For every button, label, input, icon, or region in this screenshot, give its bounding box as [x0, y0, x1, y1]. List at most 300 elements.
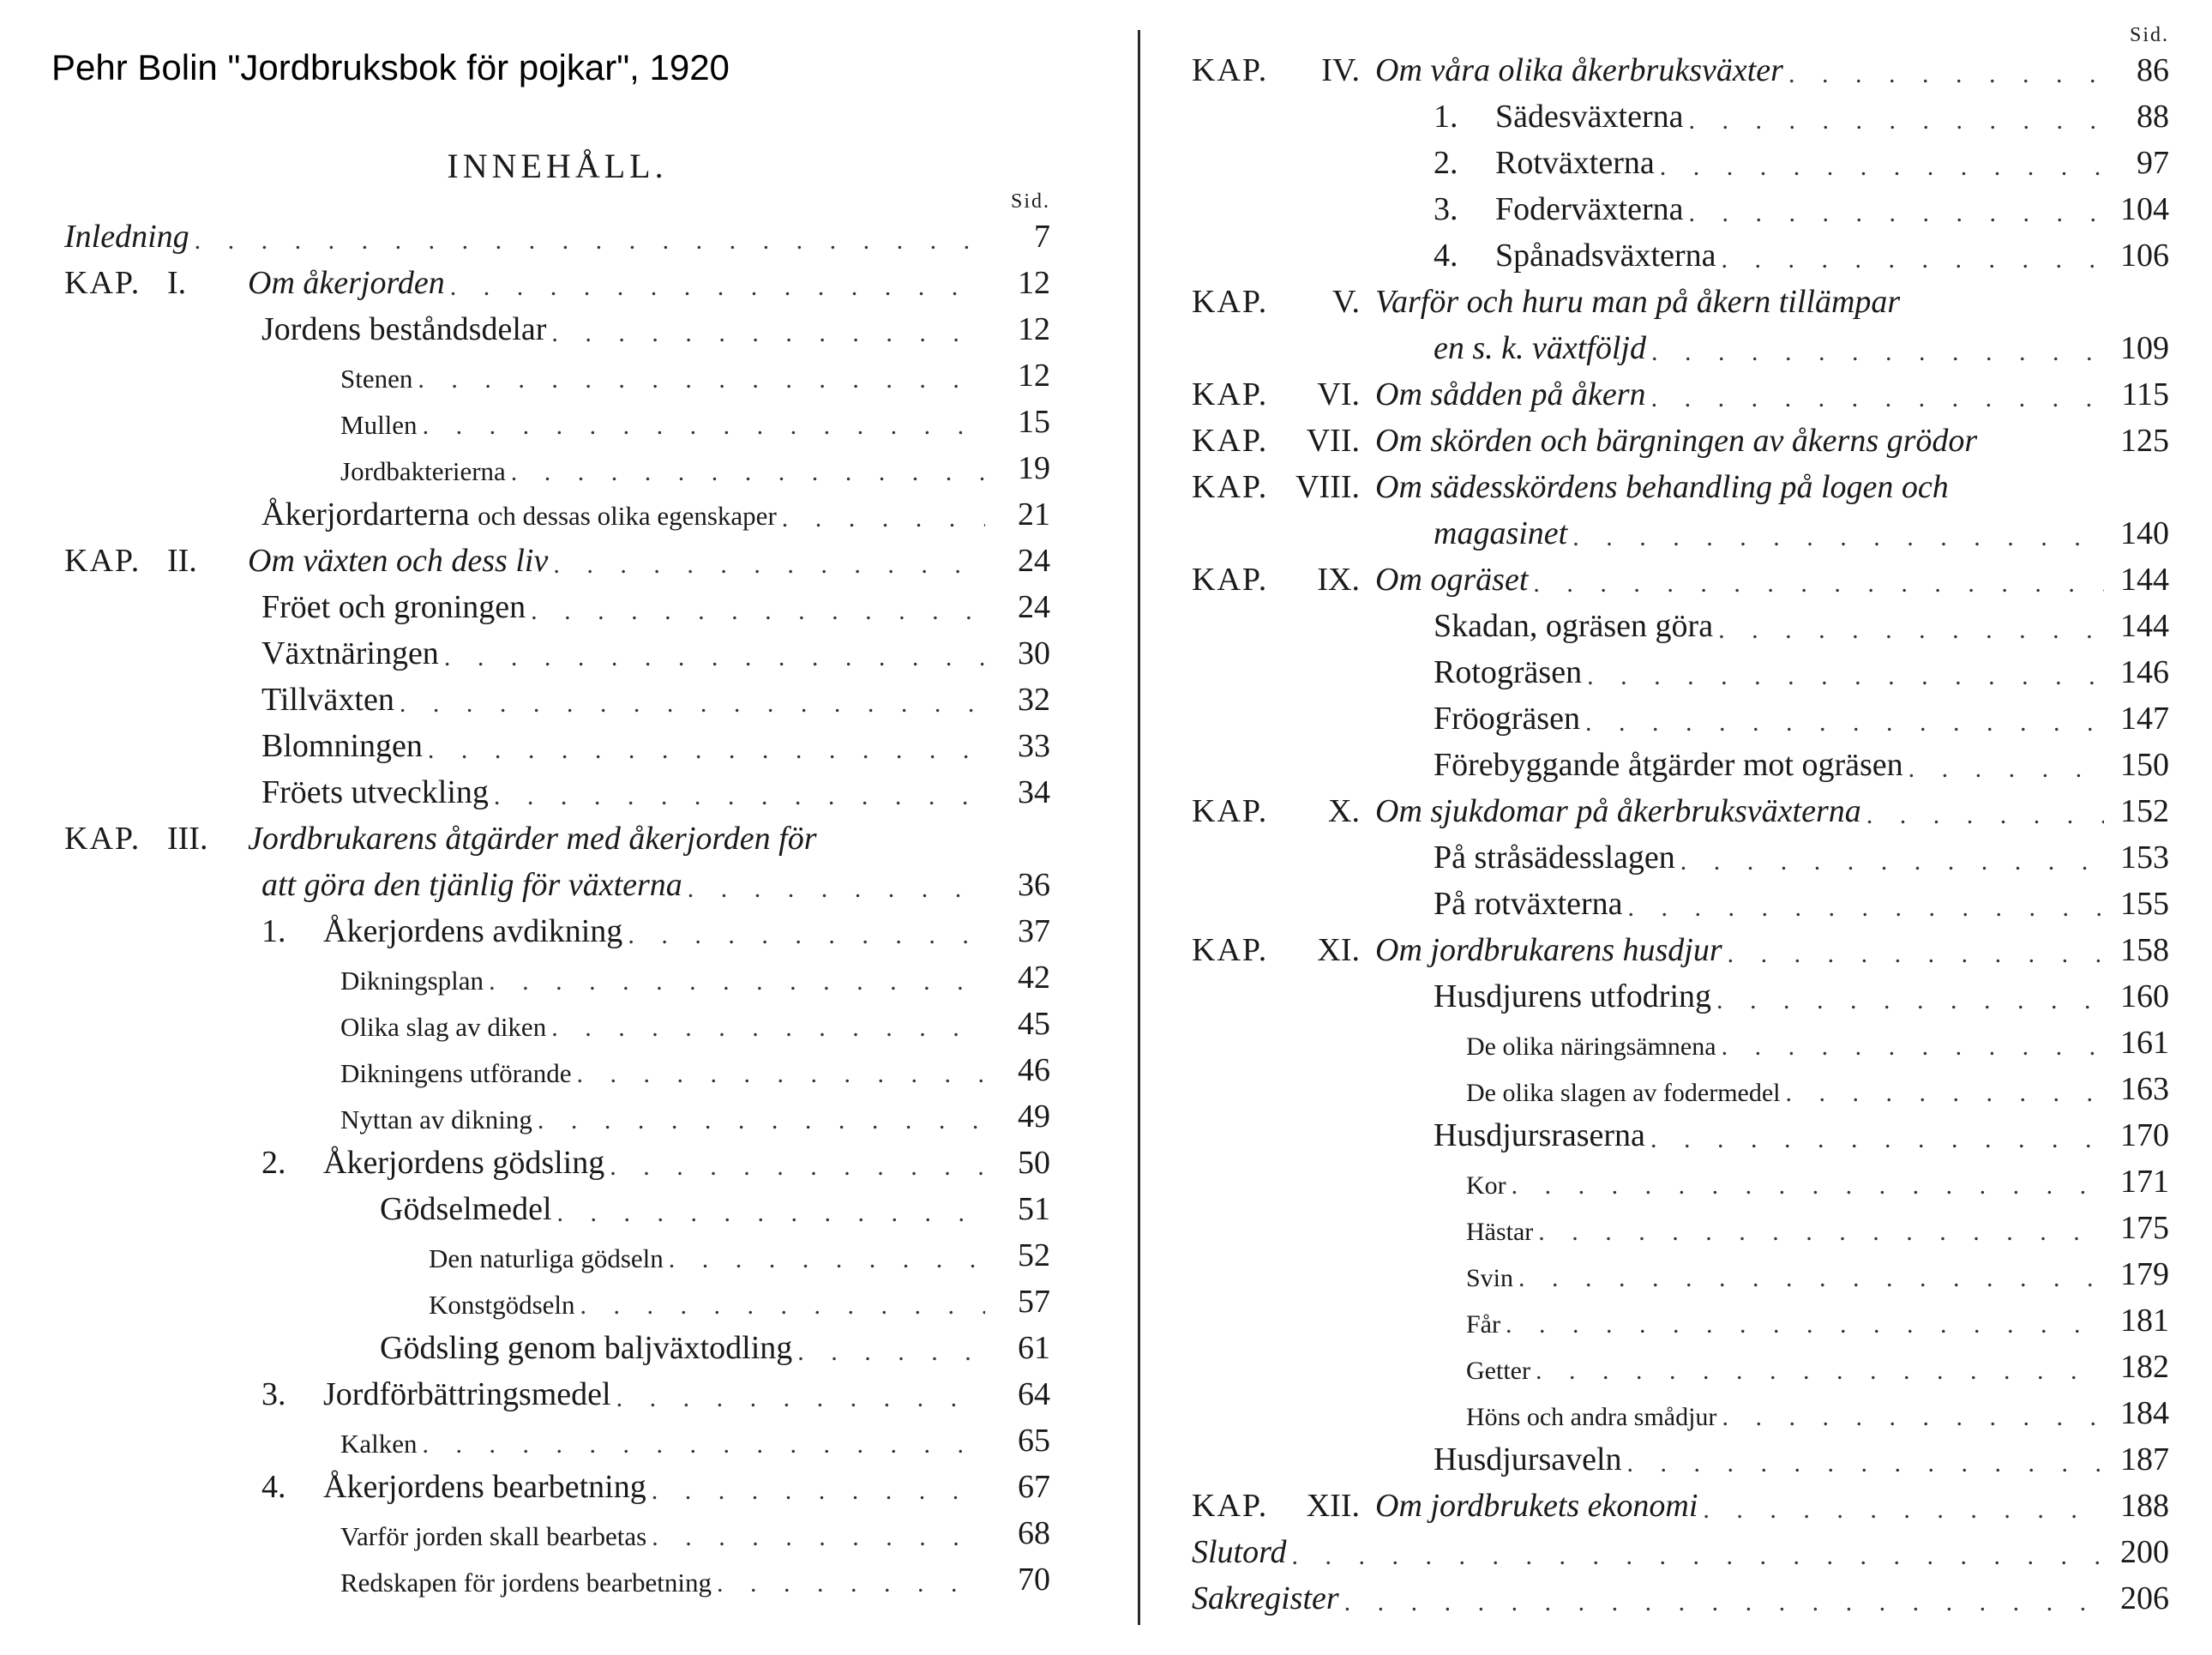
- page-number: 68: [1018, 1515, 1050, 1551]
- dot-leader: [1628, 894, 2104, 923]
- chapter-label: [64, 264, 248, 302]
- toc-entry-title: [340, 1012, 546, 1043]
- page-number: 61: [1018, 1330, 1050, 1366]
- toc-entry-title: [1466, 1264, 1513, 1293]
- section-number: 3.: [1434, 191, 1458, 227]
- toc-entry-title: [1466, 1218, 1533, 1247]
- toc-entry-title: [261, 496, 777, 533]
- page-number: 181: [2120, 1303, 2169, 1339]
- dot-leader: [717, 1569, 985, 1598]
- dot-leader: [400, 689, 985, 719]
- toc-entry-text: Rotväxterna: [1495, 145, 1655, 181]
- toc-entry-title: [1434, 98, 1683, 135]
- chapter-label: [1192, 468, 1375, 506]
- toc-entry: [1192, 235, 2169, 281]
- chapter-number: VIII.: [1295, 469, 1360, 505]
- toc-entry-text: Om sädesskördens behandling på logen och: [1375, 469, 1949, 505]
- page-number: 70: [1018, 1562, 1050, 1598]
- toc-entry: [1192, 744, 2169, 791]
- toc-entry-title: [261, 866, 682, 904]
- page-number: 65: [1018, 1423, 1050, 1459]
- toc-entry-text: Åkerjordens avdikning: [323, 913, 623, 949]
- toc-entry: [1192, 883, 2169, 930]
- toc-entry-text: Olika slag av diken: [340, 1012, 547, 1042]
- page-number: 12: [1018, 311, 1050, 347]
- toc-entry: [64, 448, 1050, 494]
- page-number: 106: [2120, 238, 2169, 274]
- toc-entry: [64, 216, 1050, 262]
- toc-entry-title: [340, 1521, 646, 1552]
- toc-entry-title: [1434, 1116, 1645, 1154]
- dot-leader: [450, 273, 985, 302]
- dot-leader: [511, 458, 985, 487]
- toc-entry-text: Slutord: [1192, 1534, 1287, 1570]
- chapter-label: [1192, 561, 1375, 599]
- page-number: 67: [1018, 1469, 1050, 1505]
- toc-entry-title: [1375, 468, 1949, 506]
- page-number: 187: [2120, 1441, 2169, 1477]
- toc-entry: [1192, 1346, 2169, 1393]
- dot-leader: [489, 967, 985, 996]
- toc-entries-left: [64, 216, 1050, 1605]
- chapter-word: KAP.: [1192, 423, 1269, 459]
- toc-entry-title: [1375, 422, 1977, 460]
- dot-leader: [551, 319, 985, 348]
- page-number: 150: [2120, 747, 2169, 783]
- toc-entry: [64, 633, 1050, 679]
- page-number: 158: [2120, 932, 2169, 968]
- dot-leader: [628, 921, 985, 950]
- toc-entry-text: Sädesväxterna: [1495, 99, 1684, 135]
- toc-entry-title: [1375, 931, 1722, 969]
- toc-heading: INNEHÅLL.: [447, 147, 668, 185]
- toc-entry: [1192, 837, 2169, 883]
- page-number: 144: [2120, 562, 2169, 598]
- dot-leader: [1518, 1264, 2104, 1293]
- page-number: 188: [2120, 1488, 2169, 1524]
- toc-entry-text: Husdjursraserna: [1434, 1117, 1645, 1153]
- dot-leader: [1660, 153, 2104, 182]
- toc-entry-text: De olika slagen av fodermedel: [1466, 1079, 1781, 1107]
- page-number: 146: [2120, 654, 2169, 690]
- dot-leader: [580, 1291, 986, 1321]
- dot-leader: [1728, 940, 2104, 969]
- toc-entry-text: Varför och huru man på åkern tillämpar: [1375, 284, 1901, 320]
- toc-entry-title: [1466, 1357, 1530, 1386]
- toc-entry-text: Dikningsplan: [340, 966, 484, 996]
- page-number: 33: [1018, 728, 1050, 764]
- toc-entry-text: Husdjurens utfodring: [1434, 978, 1712, 1014]
- toc-entry: [64, 1466, 1050, 1513]
- toc-entry-title: [340, 1429, 418, 1459]
- toc-entry: [64, 1281, 1050, 1327]
- toc-entry: [64, 1559, 1050, 1605]
- chapter-label: [1192, 792, 1375, 830]
- dot-leader: [1587, 662, 2104, 691]
- toc-entry-title: [1192, 1533, 1287, 1571]
- toc-entry-title: [261, 1468, 646, 1506]
- toc-entry-title: [1466, 1171, 1506, 1201]
- toc-entry-text: Om våra olika åkerbruksväxter: [1375, 52, 1783, 88]
- toc-entry: [1192, 1161, 2169, 1207]
- toc-entry-title: [1434, 237, 1716, 274]
- toc-entry-text: På stråsädesslagen: [1434, 840, 1675, 876]
- chapter-word: KAP.: [1192, 562, 1269, 598]
- toc-entry-title: [340, 456, 506, 487]
- page-number: 153: [2120, 840, 2169, 876]
- chapter-word: KAP.: [1192, 1488, 1269, 1524]
- toc-entry-title: [1434, 839, 1675, 876]
- chapter-number: VI.: [1317, 376, 1360, 412]
- toc-entry-text: Växtnäringen: [261, 635, 439, 671]
- dot-leader: [1721, 245, 2104, 274]
- toc-entry-text: Höns och andra smådjur: [1466, 1403, 1717, 1431]
- toc-entry-text: Rotogräsen: [1434, 654, 1583, 690]
- dot-leader: [1536, 1357, 2104, 1386]
- toc-entry-title: [1375, 376, 1646, 413]
- page-number: 206: [2120, 1580, 2169, 1616]
- toc-entry-title: [1434, 1441, 1622, 1478]
- toc-entry-text: Fröet och groningen: [261, 589, 526, 625]
- dot-leader: [423, 412, 985, 441]
- toc-entry: [1192, 698, 2169, 744]
- toc-entry: [1192, 374, 2169, 420]
- dot-leader: [1718, 616, 2104, 645]
- page-number: 45: [1018, 1006, 1050, 1042]
- toc-entry-text: Foderväxterna: [1495, 191, 1684, 227]
- dot-leader: [576, 1060, 985, 1089]
- toc-entry-title: [340, 410, 418, 441]
- toc-entry-title: [340, 364, 412, 394]
- page-number: 30: [1018, 635, 1050, 671]
- toc-entry-text: Förebyggande åtgärder mot ogräsen: [1434, 747, 1903, 783]
- toc-entry: [64, 540, 1050, 587]
- page-number: 49: [1018, 1098, 1050, 1134]
- toc-entry-title: [1434, 144, 1655, 182]
- toc-entry-text: Kor: [1466, 1171, 1506, 1200]
- toc-entry-text: Om skörden och bärgningen av åkerns grödor: [1375, 423, 1978, 459]
- toc-entry: [1192, 1254, 2169, 1300]
- toc-entries-right: [1192, 50, 2169, 1624]
- dot-leader: [1722, 1032, 2104, 1062]
- toc-entry: [64, 725, 1050, 772]
- chapter-number: II.: [167, 543, 197, 579]
- dot-leader: [551, 1014, 985, 1043]
- dot-leader: [1651, 384, 2104, 413]
- toc-entry-title: [261, 635, 439, 672]
- toc-entry: [1192, 930, 2169, 976]
- toc-left-page: [64, 0, 1050, 1655]
- dot-leader: [494, 782, 985, 811]
- dot-leader: [1533, 569, 2104, 599]
- toc-entry-title: [380, 1329, 792, 1367]
- toc-entry: [1192, 652, 2169, 698]
- page-number: 200: [2120, 1534, 2169, 1570]
- toc-entry: [1192, 1532, 2169, 1578]
- chapter-word: KAP.: [1192, 376, 1269, 412]
- toc-entry-text: Fröets utveckling: [261, 774, 489, 810]
- toc-entry: [1192, 96, 2169, 142]
- toc-entry: [64, 401, 1050, 448]
- toc-entry-title: [380, 1190, 552, 1228]
- toc-entry-text: Fröogräsen: [1434, 701, 1580, 737]
- toc-entry-title: [340, 1058, 571, 1089]
- toc-entry: [64, 1142, 1050, 1189]
- toc-entry-text-continuation: och dessas olika egenskaper: [478, 501, 777, 531]
- dot-leader: [1688, 199, 2104, 228]
- dot-leader: [610, 1152, 985, 1182]
- page-number: 37: [1018, 913, 1050, 949]
- section-number: 1.: [261, 913, 286, 949]
- toc-entry-title: [261, 1144, 604, 1182]
- dot-leader: [1786, 1079, 2104, 1108]
- dot-leader: [553, 551, 985, 580]
- page-number: 86: [2137, 52, 2169, 88]
- toc-entry-text: Varför jorden skall bearbetas: [340, 1521, 647, 1551]
- chapter-label: [1192, 283, 1375, 321]
- chapter-number: IV.: [1321, 52, 1360, 88]
- toc-entry: [64, 1513, 1050, 1559]
- toc-entry-text: Gödsling genom baljväxtodling: [380, 1330, 793, 1366]
- section-number: 4.: [1434, 238, 1458, 274]
- page-number: 19: [1018, 450, 1050, 486]
- dot-leader: [195, 226, 985, 256]
- page-number: 32: [1018, 682, 1050, 718]
- dot-leader: [531, 597, 985, 626]
- toc-right-page: [1192, 0, 2169, 1655]
- dot-leader: [1538, 1218, 2104, 1247]
- toc-entry-title: [429, 1290, 575, 1321]
- section-number: 1.: [1434, 99, 1458, 135]
- page-number: 155: [2120, 886, 2169, 922]
- section-number: 2.: [1434, 145, 1458, 181]
- toc-entry-title: [1434, 653, 1582, 691]
- page-number: 57: [1018, 1284, 1050, 1320]
- toc-entry-title: [261, 912, 622, 950]
- toc-entry: [1192, 142, 2169, 189]
- page-number: 179: [2120, 1256, 2169, 1292]
- toc-entry-text: Husdjursaveln: [1434, 1441, 1622, 1477]
- toc-entry: [64, 1420, 1050, 1466]
- toc-entry: [1192, 1393, 2169, 1439]
- toc-entry-title: [1375, 1487, 1698, 1525]
- toc-entry-text: Får: [1466, 1310, 1500, 1339]
- toc-entry-title: [248, 820, 817, 858]
- toc-entry: [1192, 605, 2169, 652]
- toc-entry: [64, 818, 1050, 864]
- toc-entry-text: Konstgödseln: [429, 1290, 575, 1320]
- page-column-label: Sid.: [1010, 190, 1050, 213]
- toc-entry-text: Jordförbättringsmedel: [323, 1376, 611, 1412]
- toc-entry-title: [1434, 607, 1713, 645]
- toc-entry: [1192, 1300, 2169, 1346]
- toc-entry: [64, 679, 1050, 725]
- toc-entry-text: Mullen: [340, 410, 418, 440]
- page-number: 170: [2120, 1117, 2169, 1153]
- page-number: 182: [2120, 1349, 2169, 1385]
- toc-entry: [64, 262, 1050, 309]
- page-number: 152: [2120, 793, 2169, 829]
- chapter-number: IX.: [1317, 562, 1360, 598]
- page-number: 144: [2120, 608, 2169, 644]
- toc-entry: [64, 957, 1050, 1003]
- chapter-label: [1192, 51, 1375, 89]
- toc-entry: [64, 1327, 1050, 1374]
- dot-leader: [557, 1199, 985, 1228]
- toc-entry-text: Skadan, ogräsen göra: [1434, 608, 1714, 644]
- toc-entry-text: Getter: [1466, 1357, 1530, 1385]
- dot-leader: [428, 736, 985, 765]
- toc-entry-title: [1375, 561, 1528, 599]
- dot-leader: [1627, 1449, 2104, 1478]
- toc-entry-text: Stenen: [340, 364, 413, 394]
- chapter-number: X.: [1328, 793, 1360, 829]
- toc-entry-text: Åkerjordens gödsling: [323, 1145, 605, 1181]
- page-number: 160: [2120, 978, 2169, 1014]
- dot-leader: [538, 1106, 985, 1135]
- toc-entry-title: [64, 218, 189, 256]
- toc-entry: [1192, 420, 2169, 466]
- toc-entry-text: På rotväxterna: [1434, 886, 1623, 922]
- page-number: 64: [1018, 1376, 1050, 1412]
- toc-entry-text: Jordbakterierna: [340, 456, 506, 486]
- toc-entry-text: Den naturliga gödseln: [429, 1243, 664, 1273]
- chapter-word: KAP.: [1192, 793, 1269, 829]
- page-number: 184: [2120, 1395, 2169, 1431]
- page-number: 12: [1018, 358, 1050, 394]
- dot-leader: [688, 875, 985, 904]
- section-number: 4.: [261, 1469, 286, 1505]
- dot-leader: [444, 643, 985, 672]
- toc-entry: [1192, 1207, 2169, 1254]
- toc-entry: [1192, 189, 2169, 235]
- chapter-number: III.: [167, 821, 208, 857]
- dot-leader: [423, 1430, 985, 1459]
- section-number: 3.: [261, 1376, 286, 1412]
- toc-entry-title: [1375, 283, 1900, 321]
- toc-entry: [64, 494, 1050, 540]
- chapter-number: XII.: [1306, 1488, 1360, 1524]
- dot-leader: [652, 1523, 985, 1552]
- page-column-label: Sid.: [2129, 24, 2169, 46]
- toc-entry-title: [340, 1104, 532, 1135]
- toc-entry-text: Svin: [1466, 1264, 1514, 1292]
- dot-leader: [616, 1384, 985, 1413]
- toc-entry-text: att göra den tjänlig för växterna: [261, 867, 682, 903]
- chapter-word: KAP.: [1192, 932, 1269, 968]
- chapter-word: KAP.: [1192, 469, 1269, 505]
- page-number: 21: [1018, 496, 1050, 533]
- toc-entry-text: Om växten och dess liv: [248, 543, 549, 579]
- toc-entry-text: Om jordbrukets ekonomi: [1375, 1488, 1698, 1524]
- toc-entry: [64, 864, 1050, 911]
- toc-entry-title: [1466, 1079, 1781, 1108]
- chapter-word: KAP.: [64, 543, 141, 579]
- dot-leader: [1651, 338, 2104, 367]
- toc-entry-title: [261, 1375, 611, 1413]
- toc-entry: [1192, 1439, 2169, 1485]
- toc-entry-title: [248, 264, 445, 302]
- dot-leader: [1716, 986, 2104, 1015]
- chapter-number: I.: [167, 265, 187, 301]
- toc-entry-title: [1375, 792, 1861, 830]
- toc-entry-text: magasinet: [1434, 515, 1568, 551]
- toc-entry-title: [1434, 515, 1567, 552]
- toc-entry-title: [248, 542, 548, 580]
- page-number: 88: [2137, 99, 2169, 135]
- toc-entry: [64, 1374, 1050, 1420]
- page-number: 140: [2120, 515, 2169, 551]
- dot-leader: [1866, 801, 2104, 830]
- toc-entry-text: Åkerjordens bearbetning: [323, 1469, 646, 1505]
- dot-leader: [1572, 523, 2104, 552]
- page-number: 52: [1018, 1237, 1050, 1273]
- dot-leader: [797, 1338, 985, 1367]
- page-number: 171: [2120, 1164, 2169, 1200]
- page-number: 7: [1034, 219, 1050, 255]
- toc-entry-text: Blomningen: [261, 728, 423, 764]
- toc-entry-text: Jordens beståndsdelar: [261, 311, 547, 347]
- toc-entry: [64, 587, 1050, 633]
- toc-entry: [1192, 328, 2169, 374]
- dot-leader: [1506, 1310, 2104, 1339]
- chapter-number: VII.: [1306, 423, 1360, 459]
- toc-entry: [1192, 1485, 2169, 1532]
- page-number: 147: [2120, 701, 2169, 737]
- page-number: 46: [1018, 1052, 1050, 1088]
- toc-entry-text: Dikningens utförande: [340, 1058, 572, 1088]
- toc-entry-text: Gödselmedel: [380, 1191, 552, 1227]
- toc-entry: [1192, 50, 2169, 96]
- section-number: 2.: [261, 1145, 286, 1181]
- toc-entry-text: Tillväxten: [261, 682, 394, 718]
- toc-entry: [1192, 1022, 2169, 1068]
- toc-entry-text: Sakregister: [1192, 1580, 1339, 1616]
- toc-entry-text: Om ogräset: [1375, 562, 1529, 598]
- page-number: 104: [2120, 191, 2169, 227]
- toc-entry: [64, 355, 1050, 401]
- toc-entry: [64, 1189, 1050, 1235]
- toc-entry: [1192, 1068, 2169, 1115]
- page-number: 161: [2120, 1025, 2169, 1061]
- toc-entry-title: [261, 773, 489, 811]
- page-number: 97: [2137, 145, 2169, 181]
- toc-entry-text: Jordbrukarens åtgärder med åkerjorden för: [248, 821, 817, 857]
- page-number: 51: [1018, 1191, 1050, 1227]
- toc-entry-text: Om åkerjorden: [248, 265, 445, 301]
- toc-entry-title: [1434, 190, 1683, 228]
- dot-leader: [1788, 60, 2104, 89]
- page-number: 24: [1018, 589, 1050, 625]
- toc-entry-title: [429, 1243, 664, 1274]
- toc-entry: [1192, 1578, 2169, 1624]
- toc-entry: [1192, 976, 2169, 1022]
- toc-entry-text: Kalken: [340, 1429, 418, 1459]
- toc-entry-text: en s. k. växtföljd: [1434, 330, 1646, 366]
- dot-leader: [669, 1245, 985, 1274]
- dot-leader: [1703, 1496, 2104, 1525]
- image-caption: Pehr Bolin "Jordbruksbok för pojkar", 1920: [51, 47, 730, 87]
- toc-entry-title: [1466, 1032, 1716, 1062]
- toc-entry: [1192, 1115, 2169, 1161]
- toc-entry-text: Inledning: [64, 219, 189, 255]
- toc-entry-title: [1434, 885, 1623, 923]
- page-number: 15: [1018, 404, 1050, 440]
- chapter-label: [64, 820, 248, 858]
- toc-entry-text: Om sådden på åkern: [1375, 376, 1646, 412]
- toc-entry-title: [1375, 51, 1783, 89]
- toc-entry: [64, 911, 1050, 957]
